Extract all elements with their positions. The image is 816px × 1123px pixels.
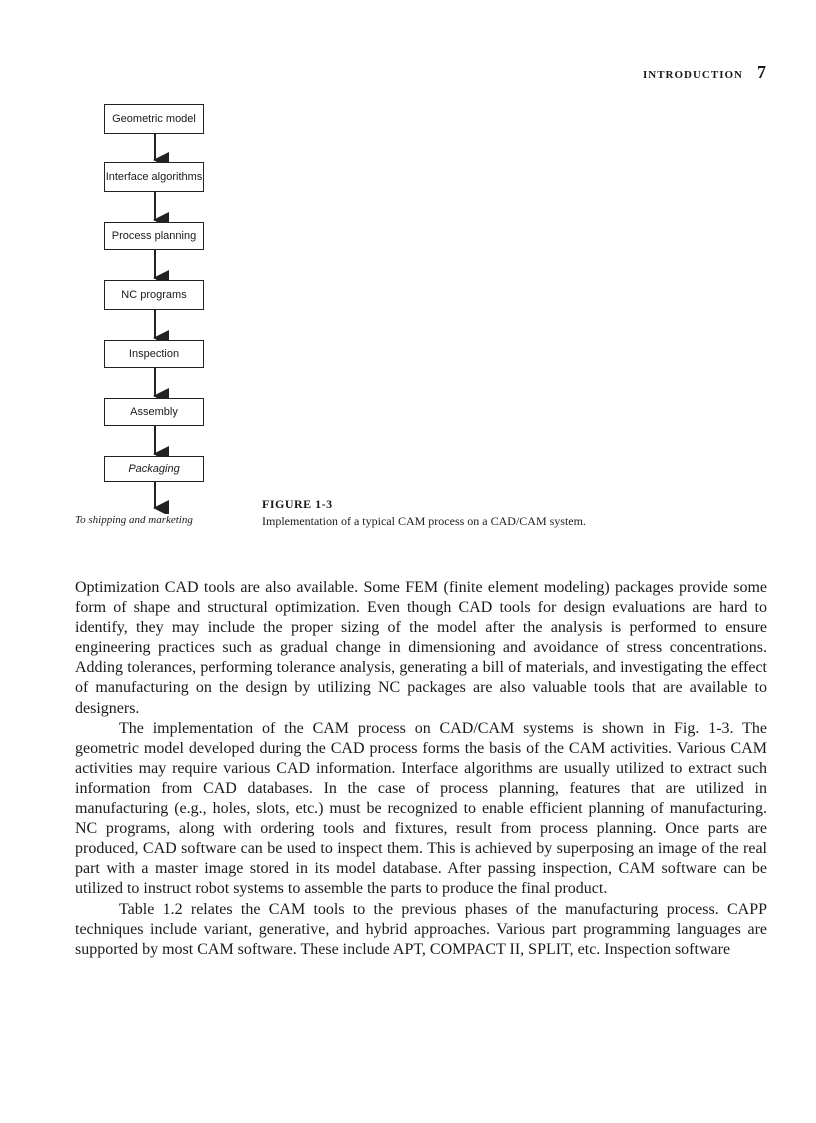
running-head: INTRODUCTION <box>642 69 743 81</box>
figure-output-label: To shipping and marketing <box>75 514 193 526</box>
page-header <box>643 62 766 83</box>
paragraph: Table 1.2 relates the CAM tools to the previous phases of the manufacturing process. CAPP techniques include variant, generative, and hybrid approaches. Various part programming languages are supported by most CAM software. These include APT, COMPACT II, SPLIT, etc. Inspection software <box>75 900 767 958</box>
step-assembly: Assembly <box>104 398 204 426</box>
step-nc-programs: NC programs <box>104 280 204 310</box>
paragraph: The implementation of the CAM process on CAD/CAM systems is shown in Fig. 1-3. The geometric model developed during the CAD process forms the basis of the CAM activities. Various CAM activities may require various CAD information. Interface algorithms are usually utilized to extract such information from CAD databases. In the case of process planning, features that are utilized in manufacturing (e.g., holes, slots, etc.) must be recognized to enable efficient planning of manufacturing. NC programs, along with ordering tools and fixtures, result from process planning. Once parts are produced, CAD software can be used to inspect them. This is achieved by superposing an image of the real part with a master image stored in its model database. After passing inspection, CAM software can be utilized to instruct robot systems to assemble the parts to produce the final product. <box>75 719 767 898</box>
body-text <box>75 578 767 960</box>
page-number: 7 <box>757 62 766 82</box>
step-inspection: Inspection <box>104 340 204 368</box>
figure-caption: Implementation of a typical CAM process on a CAD/CAM system. <box>262 514 586 528</box>
paragraph: Optimization CAD tools are also available. Some FEM (finite element modeling) packages provide some form of shape and structural optimization. Even though CAD tools for design evaluations are hard to identify, they may include the proper sizing of the model after the analysis is performed to ensure engineering practices such as gradual change in dimensioning and avoidance of stress concentrations. Adding tolerances, performing tolerance analysis, generating a bill of materials, and investigating the effect of manufacturing on the design by utilizing NC packages are also valuable tools that are available to designers. <box>75 579 767 717</box>
figure-number: FIGURE 1-3 <box>262 497 333 511</box>
step-geometric-model: Geometric model <box>104 104 204 134</box>
step-process-planning: Process planning <box>104 222 204 250</box>
step-packaging: Packaging <box>104 456 204 482</box>
step-interface-algorithms: Interface algorithms <box>104 162 204 192</box>
